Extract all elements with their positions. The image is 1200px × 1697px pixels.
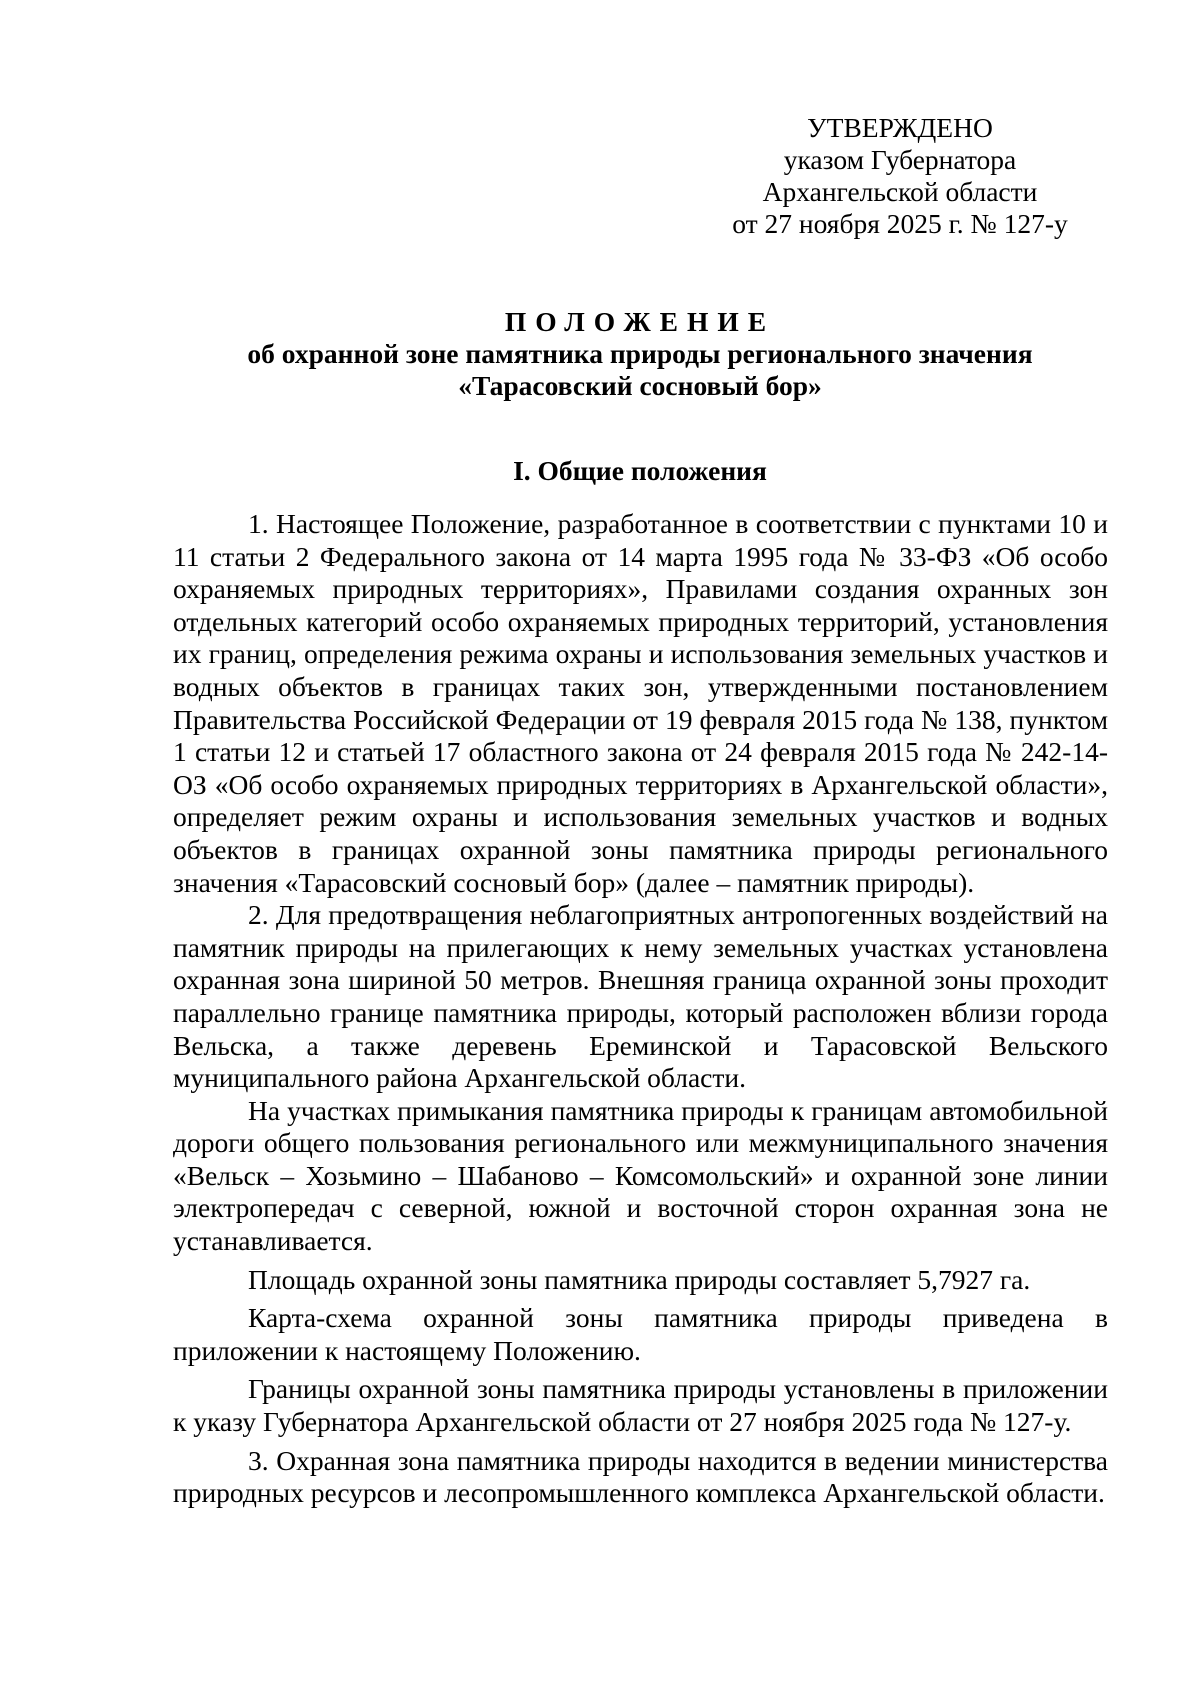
paragraph-4: Площадь охранной зоны памятника природы составляет 5,7927 га. xyxy=(248,1263,1031,1295)
approval-authority: указом Губернатора xyxy=(783,144,1017,175)
approval-date-number: от 27 ноября 2025 г. № 127-у xyxy=(732,208,1068,239)
section-heading: I. Общие положения xyxy=(513,455,767,486)
document-title-block xyxy=(170,306,1110,402)
document-title: ПОЛОЖЕНИЕ xyxy=(504,306,776,337)
document-body xyxy=(173,508,1108,1510)
paragraph-3: На участках примыкания памятника природы к границам автомобильной дороги общего пользования регионального или межмуниципального значения «Вельск – Хозьмино – Шабаново – Комсомольский» и охранной зоне линии электропередач с северной, южной и восточной сторон охранная зона не устанавливается. xyxy=(173,1094,1108,1257)
paragraph-1: 1. Настоящее Положение, разработанное в соответствии с пунктами 10 и 11 статьи 2 Федерального закона от 14 марта 1995 года № 33-ФЗ «Об особо охраняемых природных территориях», Правилами создания охранных зон отдельных категорий особо охраняемых природных территорий, установления их границ, определения режима охраны и использования земельных участков и водных объектов в границах таких зон, утвержденными постановлением Правительства Российской Федерации от 19 февраля 2015 года № 138, пунктом 1 статьи 12 и статьей 17 областного закона от 24 февраля 2015 года № 242-14-ОЗ «Об особо охраняемых природных территориях в Архангельской области», определяет режим охраны и использования земельных участков и водных объектов в границах охранной зоны памятника природы регионального значения «Тарасовский сосновый бор» (далее – памятник природы). xyxy=(173,508,1108,898)
paragraph-2: 2. Для предотвращения неблагоприятных антропогенных воздействий на памятник природы на прилегающих к нему земельных участках установлена охранная зона шириной 50 метров. Внешняя граница охранной зоны проходит параллельно границе памятника природы, который расположен вблизи города Вельска, а также деревень Ереминской и Тарасовской Вельского муниципального района Архангельской области. xyxy=(173,899,1108,1094)
document-subtitle-line-2: «Тарасовский сосновый бор» xyxy=(458,370,822,401)
paragraph-7: 3. Охранная зона памятника природы находится в ведении министерства природных ресурсов и лесопромышленного комплекса Архангельской области. xyxy=(173,1444,1108,1509)
approval-stamp xyxy=(720,112,1080,240)
document-subtitle-line-1: об охранной зоне памятника природы регионального значения xyxy=(247,338,1033,369)
paragraph-6: Границы охранной зоны памятника природы установлены в приложении к указу Губернатора Архангельской области от 27 ноября 2025 года № 127-у. xyxy=(173,1373,1108,1438)
paragraph-5: Карта-схема охранной зоны памятника природы приведена в приложении к настоящему Положению. xyxy=(173,1302,1108,1366)
approval-status: УТВЕРЖДЕНО xyxy=(807,112,993,143)
approval-region: Архангельской области xyxy=(762,176,1038,207)
